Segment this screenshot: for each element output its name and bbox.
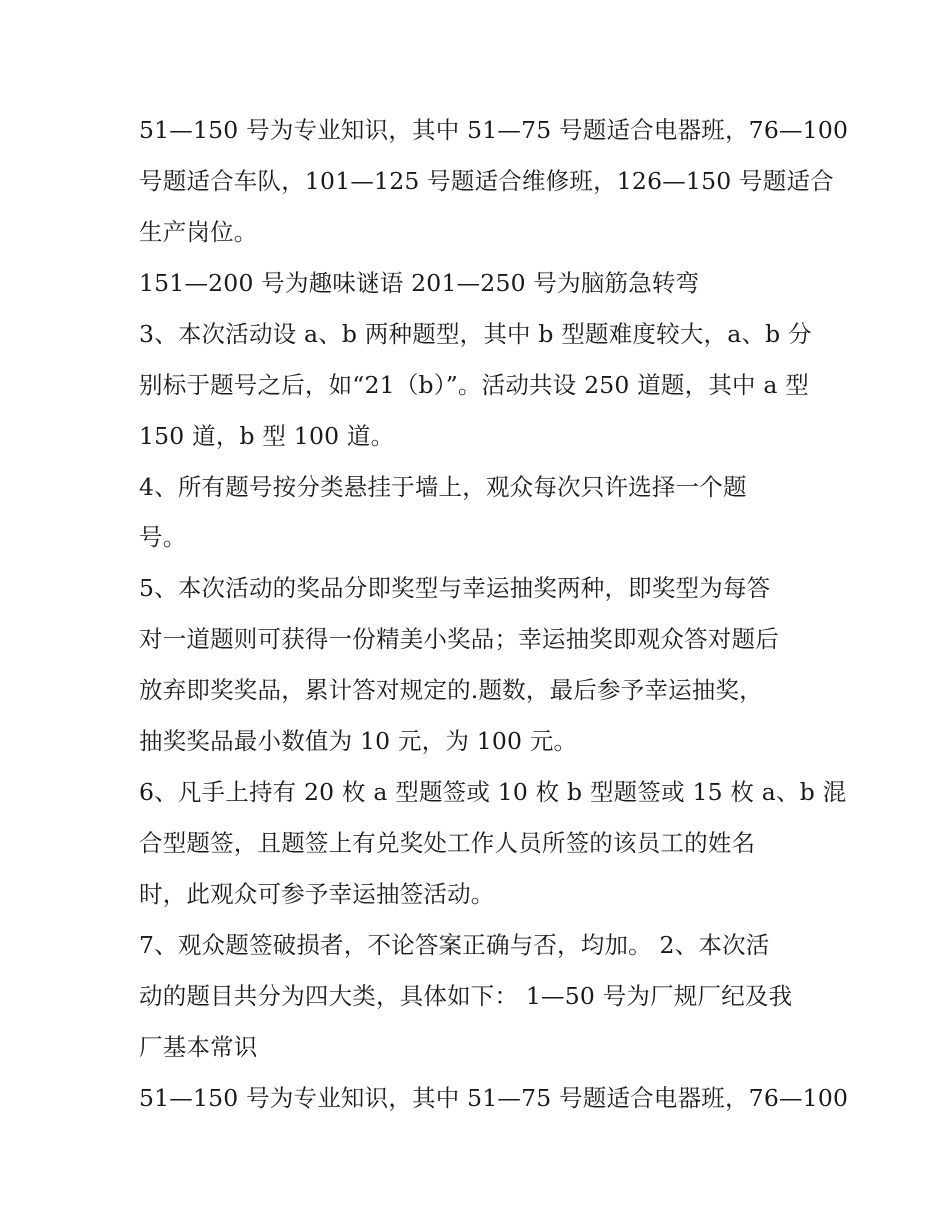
text-line: 51—150 号为专业知识，其中 51—75 号题适合电器班，76—100 — [139, 116, 849, 144]
text-line: 生产岗位。 — [139, 218, 258, 246]
text-line: 3、本次活动设 a、b 两种题型，其中 b 型题难度较大，a、b 分 — [139, 320, 812, 348]
text-line: 时，此观众可参予幸运抽签活动。 — [139, 880, 495, 908]
text-line: 合型题签，且题签上有兑奖处工作人员所签的该员工的姓名 — [139, 829, 756, 857]
text-line: 150 道，b 型 100 道。 — [139, 422, 395, 450]
text-line: 动的题目共分为四大类，具体如下： 1—50 号为厂规厂纪及我 — [139, 982, 793, 1010]
text-line: 6、凡手上持有 20 枚 a 型题签或 10 枚 b 型题签或 15 枚 a、b 混 — [139, 778, 847, 806]
text-line: 151—200 号为趣味谜语 201—250 号为脑筋急转弯 — [139, 269, 700, 297]
text-line: 对一道题则可获得一份精美小奖品；幸运抽奖即观众答对题后 — [139, 625, 779, 653]
text-line: 号题适合车队，101—125 号题适合维修班，126—150 号题适合 — [139, 167, 834, 195]
text-line: 厂基本常识 — [139, 1033, 258, 1061]
text-line: 放弃即奖奖品，累计答对规定的.题数，最后参予幸运抽奖， — [139, 676, 763, 704]
text-line: 7、观众题签破损者，不论答案正确与否，均加。 2、本次活 — [139, 931, 770, 959]
text-line: 51—150 号为专业知识，其中 51—75 号题适合电器班，76—100 — [139, 1084, 849, 1112]
text-line: 别标于题号之后，如“21（b）”。活动共设 250 道题，其中 a 型 — [139, 371, 809, 399]
text-line: 5、本次活动的奖品分即奖型与幸运抽奖两种，即奖型为每答 — [139, 574, 771, 602]
text-line: 抽奖奖品最小数值为 10 元，为 100 元。 — [139, 727, 578, 755]
text-line: 号。 — [139, 523, 187, 551]
text-line: 4、所有题号按分类悬挂于墙上，观众每次只许选择一个题 — [139, 473, 747, 501]
